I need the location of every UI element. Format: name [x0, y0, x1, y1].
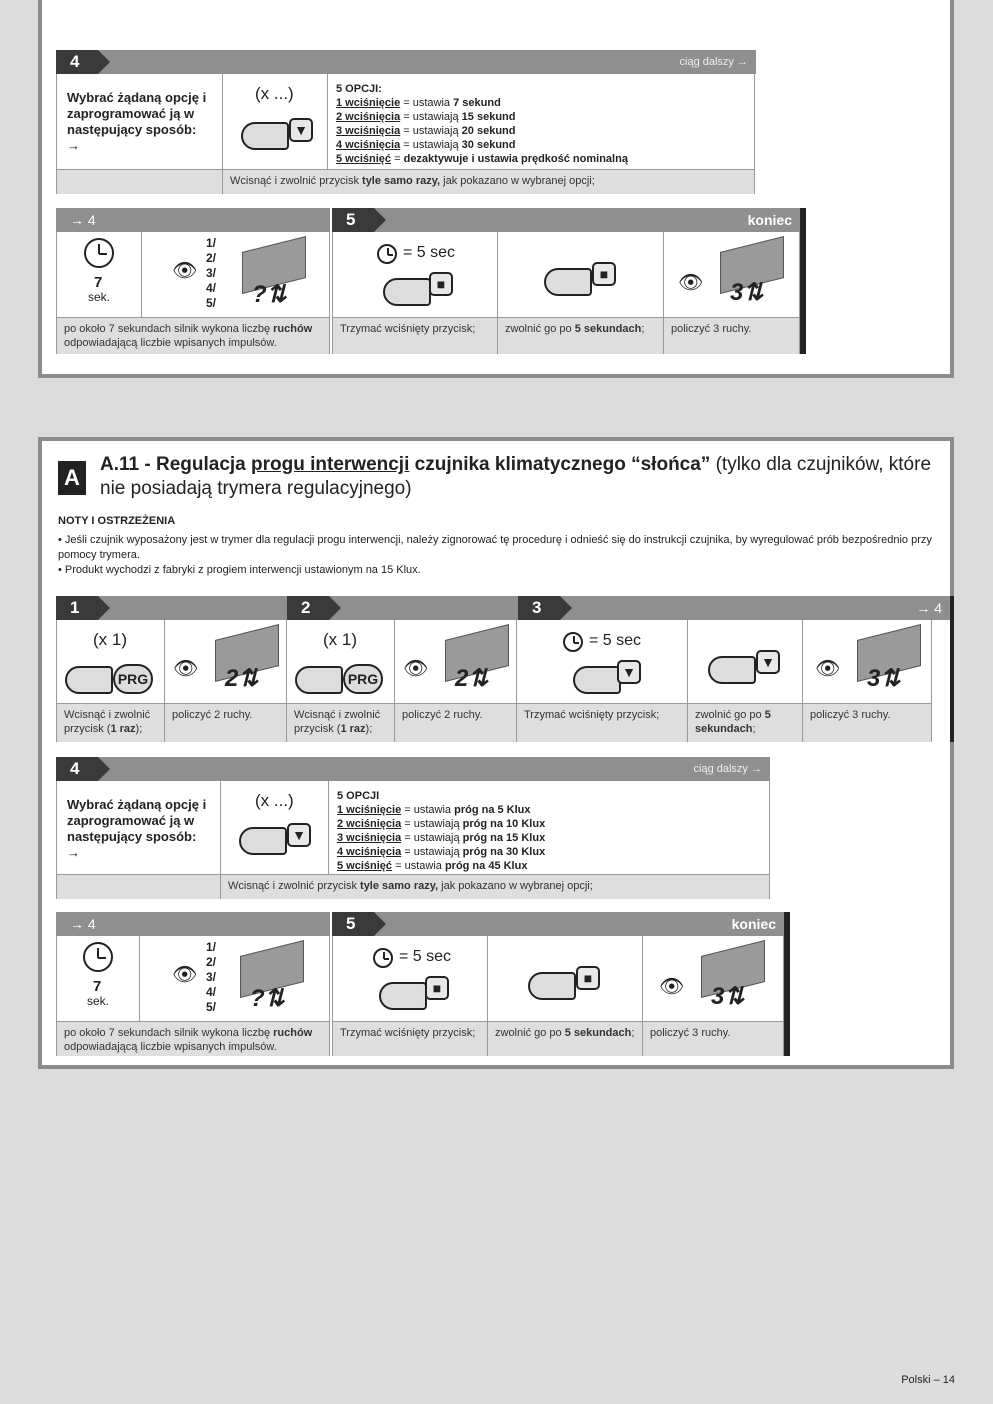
clock-icon [373, 948, 393, 968]
caption-count: policzyć 3 ruchy. [643, 1022, 784, 1056]
s1-caption-count: policzyć 2 ruchy. [165, 704, 287, 742]
steps-captions [56, 704, 932, 742]
hand-icon [295, 666, 343, 694]
seconds-unit: sek. [88, 290, 111, 304]
step4-box [56, 50, 756, 195]
option-3-press: 3 wciśnięcia [336, 125, 401, 137]
arrow4-cells [56, 936, 330, 1022]
option-5 [337, 859, 761, 873]
arrow4-caption [56, 1022, 330, 1056]
caption-release: zwolnić go po 5 sekundach; [488, 1022, 643, 1056]
s1-press-cell [57, 620, 165, 704]
count-cell [140, 936, 330, 1022]
option-1 [336, 96, 746, 110]
press-count: (x ...) [255, 84, 294, 103]
notes-list [58, 533, 938, 578]
eye-icon: 👁 [172, 260, 198, 282]
s1-press-count: (x 1) [93, 630, 127, 649]
stop-button-icon: ■ [429, 272, 453, 296]
option-3-value: próg na 15 Klux [462, 832, 546, 844]
arrow4-header [56, 208, 330, 232]
option-4-text: = ustawiają [401, 846, 463, 858]
caption-count: policzyć 3 ruchy. [664, 318, 800, 354]
caption-hold: Trzymać wciśnięty przycisk; [333, 1022, 488, 1056]
seconds-unit: sek. [87, 994, 110, 1008]
option-4-press: 4 wciśnięcia [336, 139, 401, 151]
s1-caption-press: Wcisnąć i zwolnić przycisk (1 raz); [57, 704, 165, 742]
step4-box [56, 757, 770, 899]
step-tag: 4 [56, 757, 98, 781]
footer-text: Wcisnąć i zwolnić przycisk tyle samo razy, jak pokazano w wybranej opcji; [221, 875, 770, 899]
option-3 [337, 831, 761, 845]
option-5-value: próg na 45 Klux [444, 860, 528, 872]
press-cell [221, 781, 329, 875]
option-5-press: 5 wciśnięć [336, 153, 392, 165]
option-4 [337, 845, 761, 859]
s3-caption-release: zwolnić go po 5 sekundach; [688, 704, 803, 742]
hold-cell [333, 936, 488, 1022]
s1-movement-count: 2⇅ [225, 665, 259, 692]
instruction-cell [57, 781, 221, 875]
s2-press-cell [287, 620, 395, 704]
caption-release: zwolnić go po 5 sekundach; [498, 318, 664, 354]
option-1-text: = ustawia [400, 97, 454, 109]
stop-button-icon: ■ [425, 976, 449, 1000]
options-list [328, 74, 754, 174]
option-1-press: 1 wciśnięcie [337, 804, 402, 816]
arrow4-caption-text: po około 7 sekundach silnik wykona liczbę ruchów odpowiadającą liczbie wpisanych impulsów. [57, 318, 330, 354]
clock-icon [83, 942, 113, 972]
count-5: 5/ [206, 1000, 217, 1014]
hand-icon [383, 278, 431, 306]
step5-cells [332, 936, 784, 1022]
options-list [329, 781, 769, 881]
footer-empty [57, 875, 221, 899]
s3-caption-count: policzyć 3 ruchy. [803, 704, 932, 742]
count-cell [142, 232, 330, 318]
option-5-text: = ustawia [392, 860, 445, 872]
option-2-press: 2 wciśnięcia [336, 111, 401, 123]
count-4: 4/ [206, 281, 217, 295]
s2-press-count: (x 1) [323, 630, 357, 649]
option-1 [337, 803, 761, 817]
step4-cells [56, 74, 755, 170]
step4-footer [56, 875, 770, 899]
step4-header [56, 50, 756, 74]
hand-icon [573, 666, 621, 694]
arrow4-tag: → 4 [56, 208, 116, 232]
option-5 [336, 152, 746, 166]
hand-icon [241, 122, 289, 150]
stop-button-icon: ■ [592, 262, 616, 286]
arrow4-tag: → 4 [56, 912, 116, 936]
option-1-press: 1 wciśnięcie [336, 97, 401, 109]
option-2 [337, 817, 761, 831]
seconds-value: 7 [93, 978, 102, 995]
option-5-text: = [391, 153, 404, 165]
count-5: 5/ [206, 296, 217, 310]
movement-count: 3⇅ [730, 279, 764, 306]
hand-icon [544, 268, 592, 296]
top-panel [38, 0, 954, 378]
end-label: koniec [731, 916, 776, 932]
eye-icon: 👁 [403, 658, 429, 680]
option-3-text: = ustawiają [401, 832, 463, 844]
continue-label: ciąg dalszy → [693, 763, 762, 775]
press-count: (x ...) [255, 791, 294, 810]
option-5-press: 5 wciśnięć [337, 860, 393, 872]
steps-header [56, 596, 950, 620]
s3-hold-cell [517, 620, 688, 704]
count-1: 1/ [206, 940, 217, 954]
option-2-value: próg na 10 Klux [462, 818, 546, 830]
arrow4-caption-text: po około 7 sekundach silnik wykona liczbę ruchów odpowiadającą liczbie wpisanych impulsów. [57, 1022, 330, 1056]
step5-header [332, 912, 784, 936]
hand-icon [708, 656, 756, 684]
step5-tag: 5 [332, 208, 374, 232]
prg-button: PRG [113, 664, 153, 694]
count-3: 3/ [206, 970, 217, 984]
hand-icon [65, 666, 113, 694]
s3-hold-time: = 5 sec [589, 632, 642, 649]
clock-cell [57, 936, 140, 1022]
option-2 [336, 110, 746, 124]
options-title: 5 OPCJI: [336, 83, 382, 95]
instruction-text: Wybrać żądaną opcję i zaprogramować ją w następujący sposób: → [67, 797, 207, 860]
eye-icon: 👁 [678, 272, 704, 294]
option-3-text: = ustawiają [400, 125, 462, 137]
option-1-value: próg na 5 Klux [454, 804, 531, 816]
option-5-value: dezaktywuje i ustawia prędkość nominalną [403, 153, 628, 165]
count-1: 1/ [206, 236, 217, 250]
option-2-value: 15 sekund [461, 111, 516, 123]
release-cell [498, 232, 664, 318]
option-1-text: = ustawia [401, 804, 455, 816]
section-title: A.11 - Regulacja progu interwencji czujnika klimatycznego “słońca” (tylko dla czujników, które nie posiadają trymera regulacyjnego) [100, 454, 932, 499]
option-4 [336, 138, 746, 152]
options-cell [328, 74, 755, 170]
down-button-icon: ▼ [289, 118, 313, 142]
s2-caption-press: Wcisnąć i zwolnić przycisk (1 raz); [287, 704, 395, 742]
steps-row [56, 596, 954, 742]
option-4-press: 4 wciśnięcia [337, 846, 402, 858]
option-4-value: 30 sekund [461, 139, 516, 151]
section-letter: A [58, 461, 86, 495]
movement-count: 3⇅ [711, 983, 745, 1010]
step2-tag: 2 [287, 596, 329, 620]
stop-button-icon: ■ [576, 966, 600, 990]
notes-heading: NOTY I OSTRZEŻENIA [58, 515, 176, 527]
unknown-count: ?⇅ [250, 985, 285, 1012]
s2-count-cell [395, 620, 517, 704]
s2-caption-count: policzyć 2 ruchy. [395, 704, 517, 742]
clock-icon [563, 632, 583, 652]
step4-cells [56, 781, 770, 875]
hand-icon [528, 972, 576, 1000]
step4-footer [56, 170, 755, 194]
release-cell [488, 936, 643, 1022]
step5-captions [332, 1022, 784, 1056]
step5-tag: 5 [332, 912, 374, 936]
hold-cell [333, 232, 498, 318]
count-cell [664, 232, 800, 318]
option-3-press: 3 wciśnięcia [337, 832, 402, 844]
clock-cell [57, 232, 142, 318]
s3-caption-hold: Trzymać wciśnięty przycisk; [517, 704, 688, 742]
eye-icon: 👁 [659, 976, 685, 998]
page-footer: Polski – 14 [901, 1374, 955, 1386]
step5-box [332, 912, 790, 1056]
footer-empty [57, 170, 223, 194]
step5-captions [332, 318, 800, 354]
count-list [206, 236, 216, 311]
eye-icon: 👁 [172, 964, 198, 986]
count-4: 4/ [206, 985, 217, 999]
count-2: 2/ [206, 251, 217, 265]
steps-cells [56, 620, 932, 704]
footer-text: Wcisnąć i zwolnić przycisk tyle samo razy, jak pokazano w wybranej opcji; [223, 170, 755, 194]
seconds-value: 7 [94, 274, 103, 291]
count-cell [643, 936, 784, 1022]
note-1: • Jeśli czujnik wyposażony jest w trymer dla regulacji progu interwencji, należy zignorować tę procedurę i odnieść się do instrukcji czujnika, by wyregulować prób bezpośrednio przy pomocy trymera. [58, 534, 932, 561]
arrow4-caption [56, 318, 330, 354]
continue-label: ciąg dalszy → [679, 56, 748, 68]
count-list [206, 940, 216, 1015]
option-2-text: = ustawiają [400, 111, 462, 123]
option-4-text: = ustawiają [400, 139, 462, 151]
arrow4-box [56, 208, 330, 354]
next-step-label: → 4 [916, 600, 942, 616]
s1-count-cell [165, 620, 287, 704]
down-button-icon: ▼ [287, 823, 311, 847]
option-2-press: 2 wciśnięcia [337, 818, 402, 830]
step5-cells [332, 232, 800, 318]
down-button-icon: ▼ [617, 660, 641, 684]
options-cell [329, 781, 770, 875]
option-4-value: próg na 30 Klux [462, 846, 546, 858]
unknown-count: ?⇅ [252, 281, 287, 308]
count-2: 2/ [206, 955, 217, 969]
arrow4-cells [56, 232, 330, 318]
note-2: • Produkt wychodzi z fabryki z progiem interwencji ustawionym na 15 Klux. [58, 564, 421, 576]
options-title: 5 OPCJI [337, 790, 380, 802]
hold-time: = 5 sec [403, 244, 456, 261]
option-2-text: = ustawiają [401, 818, 463, 830]
press-cell [223, 74, 328, 170]
caption-hold: Trzymać wciśnięty przycisk; [333, 318, 498, 354]
arrow4-header [56, 912, 330, 936]
clock-icon [377, 244, 397, 264]
step-tag: 4 [56, 50, 98, 74]
s3-count-cell [803, 620, 932, 704]
arrow4-box [56, 912, 330, 1056]
s2-movement-count: 2⇅ [455, 665, 489, 692]
prg-button: PRG [343, 664, 383, 694]
step5-box [332, 208, 806, 354]
step3-tag: 3 [518, 596, 560, 620]
count-3: 3/ [206, 266, 217, 280]
section-panel [38, 437, 954, 1069]
step1-tag: 1 [56, 596, 98, 620]
clock-icon [84, 238, 114, 268]
option-3 [336, 124, 746, 138]
instruction-text: Wybrać żądaną opcję i zaprogramować ją w następujący sposób: → [67, 90, 207, 153]
option-3-value: 20 sekund [461, 125, 516, 137]
s3-movement-count: 3⇅ [867, 665, 901, 692]
hand-icon [239, 827, 287, 855]
step4-header [56, 757, 770, 781]
hand-icon [379, 982, 427, 1010]
hold-time: = 5 sec [399, 948, 452, 965]
option-1-value: 7 sekund [453, 97, 501, 109]
step5-header [332, 208, 800, 232]
down-button-icon: ▼ [756, 650, 780, 674]
s3-release-cell [688, 620, 803, 704]
end-label: koniec [747, 212, 792, 228]
eye-icon: 👁 [173, 658, 199, 680]
instruction-cell [57, 74, 223, 170]
eye-icon: 👁 [815, 658, 841, 680]
